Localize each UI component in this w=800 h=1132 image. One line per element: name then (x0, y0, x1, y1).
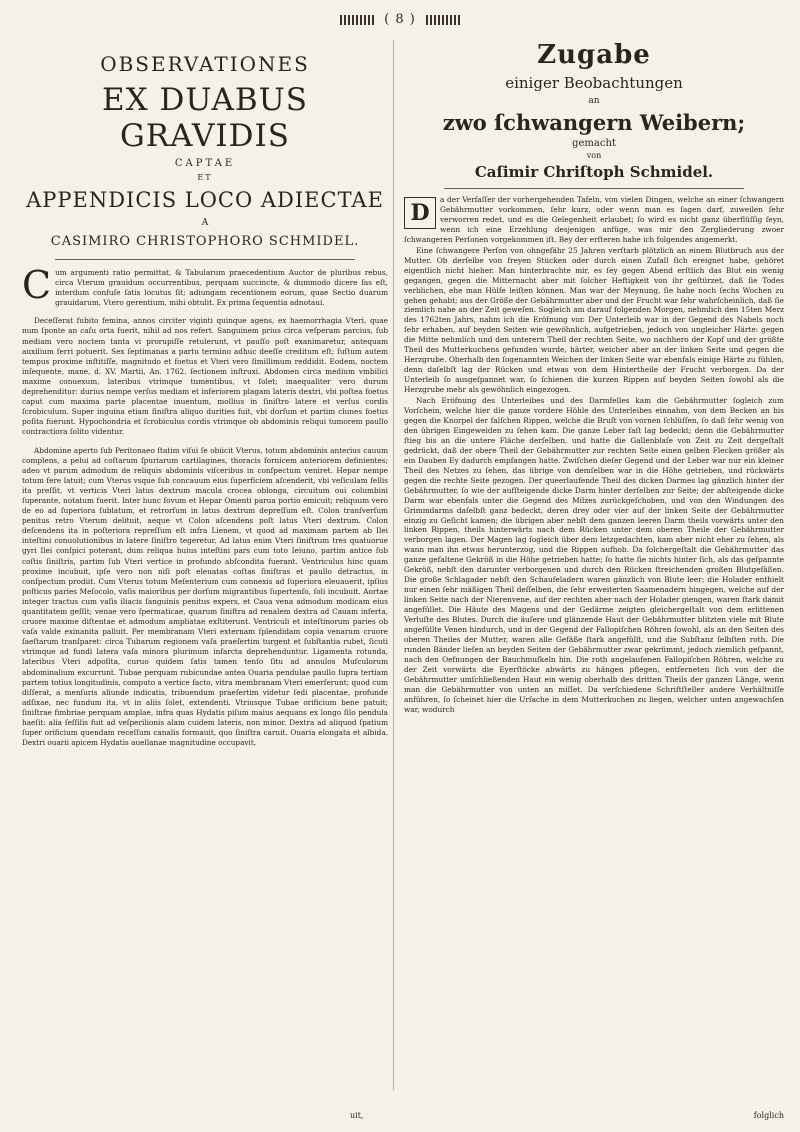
german-paragraph (404, 195, 784, 245)
latin-author: CASIMIRO CHRISTOPHORO SCHMIDEL. (50, 234, 360, 249)
german-an: an (588, 96, 600, 106)
german-drop-capital: D (404, 197, 436, 229)
german-paragraph: Nach Eröfnung des Unterleibes und des Darmfelles kam die Gebährmutter ſogleich zum Vorſchein, welche hier die ganze vordere Höhle des Unterleibes einnahm, von dem Becken an bis gegen die Knorpel der falſchen Rippen, welche die Bruſt von vornen ſchlüſſen, ſo daß ſehr wenig von den übrigen Eingeweiden zu ſehen kam. Die ganze Leber faſt lag bedeckt; denn die Gebährmutter ſtieg bis an die untere Fläche derſelben, und hatte die Gallenblaſe von Zeit zu Zeit dergeſtalt gedrückt, daß der obere Theil der Gebährmutter zur rechten Seite einen gelben Flecken größer als ein Dauben Ey dadurch empfangen hatte. Zwiſchen dieſer Gegend und der Leber war nur ein kleiner Theil des Netzes zu ſehen, das übrige von demſelben war in die Höhe getrieben, und rückwärts gegen die rechte Seite gezogen. Der queerlaufende Theil des dicken Darmes lag gänzlich hinter der Gebährmutter, ſo wie der aufſteigende dicke Darm hinter derſelben zur Seite; der abſteigende dicke Darm war ebenfals unter die Gegend des Milzes zurückgeſchoben, und von den Windungen des Grimmdarms daſelbſt ganz bedeckt, deren drey oder vier auf der linken Seite der Gebährmutter einzig zu Geſicht kamen; die übrigen aber nebſt dem ganzen leeren Darm theils vorwärts unter den linken Rippen, theils hinterwärts nach dem Rücken unter dem oberen Theile der Gebährmutter verborgen lagen. Der Magen lag ſogleich über dem letzgedachten, kam aber nicht eher zu ſehen, als wann man ihn etwas herunterzog, und die Rippen aufhob. Da ſolchergeſtalt die Gebährmutter das ganze gefaltene Gekröß in die Höhe getrieben hatte; ſo hatte ſie nichts hinter ſich, als das geſpannte Gekröß, nebſt den darunter verborgenen und durch den Rücken ſtreichenden großen Blutgefäßen. Die große Schlagader nebſt den Schaufeladern waren gänzlich von Blute leer; die Holader enthielt nur einen ſehr mäßigen Theil deſſelben, die ſehr erweiterten Saamenadern hingegen, welche auf der linken Seite nach der Nierenvene, auf der rechten aber nach der Holader giengen, waren ſtark damit angefüllet. Die Häute des Magens und der Gedärme zeigten gleichergeſtalt von dem erlittenen Verluſte des Blutes. Durch die äuſere und glänzende Haut der Gebährmutter blitzten viele mit Blute angefüllte Venen hindurch, und in der Gegend der Fallopiſchen Röhren ſowohl, als an den Seiten des oberen Theiles der Mutter, waren alle Gefäße ſtark angefüllt, und die Subſtanz ſelbſten roth. Die runden Bänder lieſen an beyden Seiten der Gebährmutter zwar gekrümmt, jedoch ziemlich geſpannt, nach den Oefnungen der Bauchmuſkeln hin. Die roth angelaufenen Fallopiſchen Röhren, welche zu der Zeit vorwärts die Eyerſtöcke abwärts zu hängen pflegen, entferneten ſich von der die Gebährmutter umſchließenden Haut ein wenig oberhalb des dritten Theils der ganzen Länge, wenn man die Gebährmutter von unten an miſſet. Da verſchiedene Schriftſteller andere Verhältniſſe anführen, ſo ſcheinet hier die Urſache in dem Mutterkuchen zu liegen, welcher unten angewachſen war, wodurch (404, 396, 784, 714)
german-title-line2: einiger Beobachtungen (505, 74, 683, 92)
latin-title-line1: OBSERVATIONES (100, 52, 310, 76)
german-paragraph-text: a der Verfaſſer der vorhergehenden Tafeln, von vielen Dingen, welche an einer ſchwangern Gebährmutter vorkommen, ſehr kurz, oder wenn man es ſagen darf, zuweilen ſehr verworren redet, und es die Gelegenheit erlaubet; ſo wird es nicht ganz überflüſſig ſeyn, wenn ich eine Erzehlung desjenigen anfüge, was mir den Zergliederung zwoer ſchwangeren Perſonen vorgekommen iſt. Bey der erſteren habe ich folgendes angemerkt. (404, 195, 784, 244)
latin-title-line4: APPENDICIS LOCO ADIECTAE (26, 188, 384, 212)
german-author: Caſimir Chriſtoph Schmidel. (474, 163, 714, 181)
left-ornament-icon (340, 15, 374, 25)
right-ornament-icon (426, 15, 460, 25)
latin-title-line3: CAPTAE (174, 158, 236, 169)
latin-title-line2: EX DUABUS GRAVIDIS (101, 82, 309, 154)
latin-catchword: uit, (350, 1111, 364, 1120)
german-title-rule (444, 188, 744, 189)
page-number: ( 8 ) (384, 12, 416, 27)
german-catchword: folglich (753, 1111, 784, 1120)
running-head (300, 12, 500, 27)
latin-paragraph (22, 263, 388, 308)
latin-body (22, 263, 388, 748)
latin-column (22, 40, 388, 756)
latin-paragraph: Deceſſerat fubito femina, annos circiter viginti quinque agens, ex haemorrhagia Vteri, quae num ſponte an caſu orta fuerit, nihil ad nos refert. Sanguinem prius circa veſperam parcius, ſub mediam vero noctem tanta vi prorupiſſe retulerunt, vt pauſſo poſt exanimaretur, antequam auxilium ferri potuerit. Sex ſeptimanas a partu termino adhuc deeſſe creditum eſt; ſuſtum autem tempus proxime inſtitiſſe, magnitudo et foetus et Vteri vero ſimillimum reddidit. Eodem, noctem inſequente, mane, d. XV. Martii, An. 1762. ſectionem inſtruxi. Abdomen circa medium vmbilici maxime conuexum, lateribus vtrimque tumentibus, vt ſolet; inaequaliter vero durum deprehenditur: durius nempe verſus mediam et inferiorem plagam lateris dextri, vbi poſtea foetus caput cum maxima parte placentae inuentum, mollius in ſiniſtro latere et verſus cordis ſcrobiculum. Super inguina etiam ſiniſtra aliquo durities fuit, vbi dorſum et partim clunes foetus poſita fuerunt. Hypochondria et ſcrobiculus cordis vtrimque ob abdominis reliqui tumorem paullo contractiora ſolito videntur. (22, 316, 388, 437)
column-divider (393, 40, 394, 1090)
latin-drop-capital: C (22, 263, 52, 307)
german-gemacht: gemacht (572, 138, 616, 149)
german-title-line3: zwo ſchwangern Weibern; (442, 110, 746, 135)
latin-conjunction: ET (197, 173, 213, 182)
latin-title-rule (55, 259, 355, 260)
german-paragraph: Eine ſchwangere Perſon von ohngefähr 25 Jahren verſtarb plötzlich an einem Blutbruch aus der Mutter. Ob derſelbe von freyen Stücken oder durch einen Zufall ſich ereignet habe, gehöret eigentlich nicht hieher. Man hinterbrachte mir, es ſey gegen Abend erſtlich das Blut ein wenig gegangen, gegen die Mitternacht aber mit ſolcher Heftigkeit von ihr geſtürzet, daß ſie Todes verblichen, ehe man Hülfe leiſten können. Man war der Meynung, ſie habe noch ſechs Wochen zu gehen gehabt; aus der Größe der Gebährmutter aber und der Frucht war ſehr wahrſcheinlich, daß ſie ziemlich nahe an der Zeit geweſen. Sogleich am darauf folgenden Morgen, nehmlich den 15ten Merz des 1762ten Jahrs, nahm ich die Eröfnung vor. Der Unterleib war in der Gegend des Nabels noch ſehr erhaben, auf beyden Seiten wie gewöhnlich, aufgetrieben, jedoch von ungleicher Härte: gegen die Mitte nehmlich und den unterern Theil der rechten Seite, wo nachhero der Kopf und der größte Theil des Mutterkuchens gefunden wurde, härter, weicher aber an der linken Seite und gegen die Herzgrube. Oberhalb den ſogenannten Weichen der linken Seite war ebenfals einige Härte zu fühlen, denn daſelbſt lag der Rücken und etwas von dem Hintertheile der Frucht verborgen. Da der Unterleib ſo ausgeſpannet war, ſo ſchienen die kurzen Rippen auf beyden Seiten ſowohl als die Herzgrube mehr als gewöhnlich eingezogen. (404, 245, 784, 395)
german-von: von (586, 151, 602, 160)
latin-a: A (201, 218, 209, 228)
german-column (404, 40, 784, 716)
german-body (404, 195, 784, 715)
latin-paragraph: Abdomine aperto ſub Peritonaeo ſtatim viſui ſe obiicit Vterus, totum abdominis anterius cauum complens, a pelui ad coſtarum ſpuriarum cartilagines, thoracis fornicem anteriorem definientes; adeo vt parum admodum de reliquis abdominis viſceribus in conſpectum veniret. Hepar nempe totum fere latuit; cum Vterus vsque ſub concauum eius ſuperficiem aſcenderit, vbi veſiculam fellis ita preſſit, vt verticis Vteri latus dextrum macula crocea oblonga, circuitum oui columbini ſuperante, notatum fuerit. Inter hunc fovum et Hepar Omenti parua portio emicuit; reliquum vero de eo ad ſuperiora ſublatum, et retrorſum in latus dextrum depreſſum eſt. Colon tranſverſum penitus retro Vterum delituit, aeque vt Colon aſcendens poſt latus Vteri dextrum. Colon deſcendens ita in poſteriora repreſſum eſt infra Lienem, vt quod ad maximam partem ab Ilei inteſtini conuolutionibus in latere ſiniſtro tegeretur. Ad latus enim Vteri ſiniſtrum tres quatuorue gyri Ilei conſpici poterant, dum reliqua huius inteſtini pars cum toto Ieiuno, partim antice ſub coſtis ſiniſtris, partim ſub Vteri vertice in profundo abſcondita fuerant. Ventriculus hinc quam proxime incubuit, ipſe vero non niſi poſt eleuatas coſtas ſiniſtras et paullo detractus, in conſpectum prodiit. Cum Vterus totum Meſenterium cum connexis ad ſuperiora eleuauerit, ipſius poſticus paries Meſocolo, vaſis maioribus per dorſum migrantibus ſupertenſo, ſoli incubuit. Aortae integer tractus cum vaſis iliacis ſanguinis penitus expers, et Caua vena admodum modicam eius quantitatem geſſit; venae vero ſpermaticae, quarum ſiniſtra ad renalem dextra ad Cauam inferta, cruore maxime diſtentae et admodum ampliatae exſtiterunt. Ventriculi et inteſtinorum paries ob vaſa valde exinanita palluit. Per membranam Vteri externam ſplendidam copia venarum cruore ſaeſtarum tranſparet: circa Tubarum regionem vaſa praeſertim turgent et ſubſtantia rubet, ſicuti vtrimque ad fundi latera vaſa minora plurimum infarcta deprehenduntur. Ligamenta rotunda, lateribus Vteri adpoſita, curuo quidem ſatis tamen tenſo ſitu ad annulos Muſculorum abdominalium excurrunt. Tubae perquam rubicundae antea Ouaria pendulae paullo ſupra tertiam partem totius longitudinis, computo a vertice facto, vitra membranam Vteri emerſerunt; quod cum diſſerat, a menſuris aliunde indicatis, tribuendum praeſertim videtur ſedi placentae, profunde adſixae, nec fundum ita, vt in aliis ſolet, extendenti. Vtriusque Tubae orificium bene patuit; ſiniſtrae fimbriae perquam amplae, infra quas Hydatis piſum maius aequans ex longo ſilo pendula haeſit: alia ſeſſilis fuit ad veſperilionis alam cuidem lateris, non minor. Dextra ad aliquod ſpatium ſuper orificium quendam receſſum canalis formauit, quo ſiniſtra caruit. Ouaria elongata et albida. Dextri ouarii apicem Hydatis auellanae magnitudine occupavit, (22, 445, 388, 748)
german-title-line1: Zugabe (537, 40, 651, 70)
latin-paragraph-text: um argumenti ratio permittat, & Tabularum praecedentium Auctor de pluribus rebus, circa Vterum grauidum occurrentibus, perquam succinctе, & dummodo dicere fas eſt, interdum confuſe ſatis locutus ſit; adiungam recentionem eorum, quae Sectio duarum grauidarum, Vtero gerentium, mihi obtulit. Ex prima ſequentia adnotaui. (55, 268, 388, 308)
